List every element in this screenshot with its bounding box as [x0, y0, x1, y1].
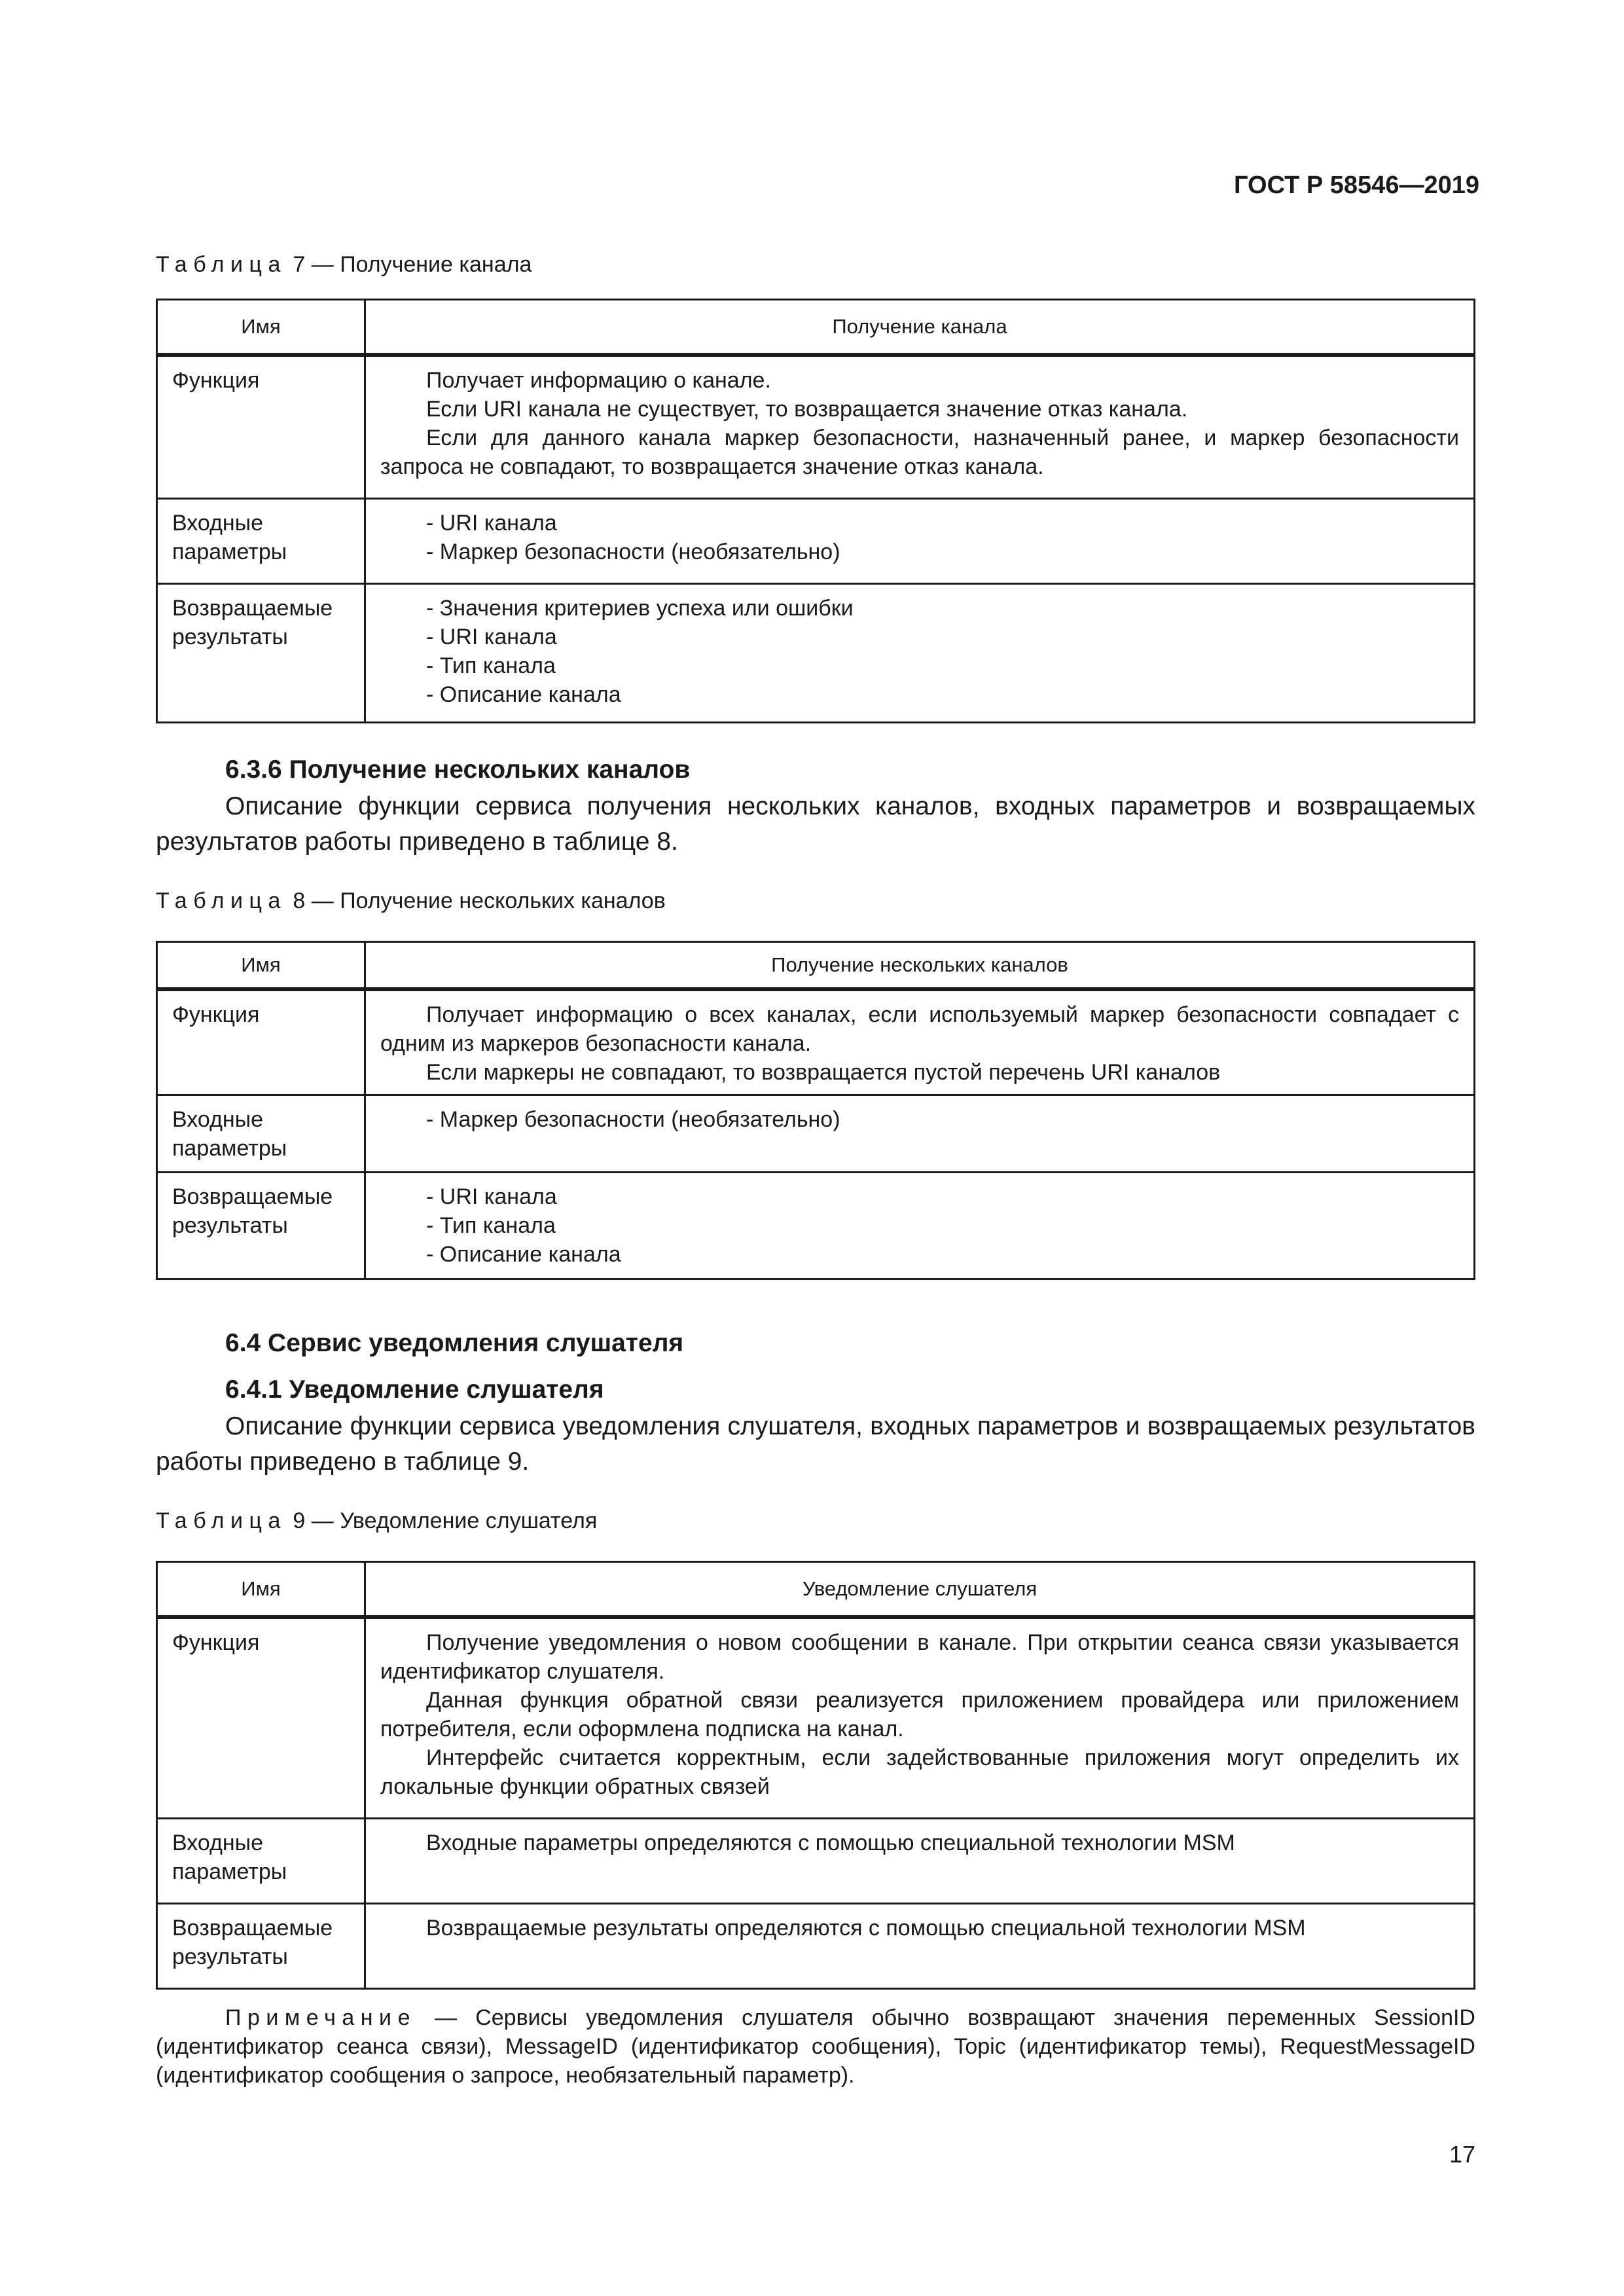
row-label-line: результаты: [172, 1213, 288, 1238]
page-number: 17: [1449, 2141, 1475, 2168]
cell-line: - Маркер безопасности (необязательно): [426, 539, 840, 564]
column-header-name: Имя: [158, 301, 366, 353]
cell-line: Получение уведомления о новом сообщении в канале. При открытии сеанса связи указывается идентификатор слушателя.: [380, 1630, 1459, 1684]
section-title-6-4: 6.4 Сервис уведомления слушателя: [225, 1329, 684, 1357]
row-label: [158, 1904, 366, 1988]
section-title-6-3-6: 6.3.6 Получение нескольких каналов: [225, 756, 691, 784]
cell-line: Получает информацию о всех каналах, если используемый маркер безопасности совпадает с одним из маркеров безопасности канала.: [380, 1002, 1459, 1056]
table-7-caption: [156, 252, 532, 278]
cell-line: - Описание канала: [426, 1242, 621, 1267]
table-row: [158, 583, 1473, 721]
row-label-line: параметры: [172, 1136, 287, 1161]
row-label: [158, 357, 366, 498]
table-caption-text: 9 — Уведомление слушателя: [286, 1508, 598, 1533]
cell-line: - Значения критериев успеха или ошибки: [426, 596, 854, 621]
row-content: [366, 1173, 1473, 1278]
column-header-value: Получение нескольких каналов: [771, 953, 1068, 976]
table-header-row: [158, 301, 1473, 355]
table-row: [158, 1903, 1473, 1988]
table-caption-text: 8 — Получение нескольких каналов: [286, 888, 666, 913]
row-label-line: Возвращаемые: [172, 1184, 333, 1209]
note-label: Примечание: [225, 2005, 416, 2030]
table-caption-word: Таблица: [156, 252, 287, 277]
row-label-line: Входные: [172, 1831, 264, 1855]
row-label-line: Входные: [172, 511, 264, 536]
table-caption-word: Таблица: [156, 1508, 287, 1533]
table-7: [156, 299, 1475, 723]
table-row: [158, 1094, 1473, 1171]
cell-line: Входные параметры определяются с помощью специальной технологии MSM: [426, 1831, 1235, 1855]
cell-line: Данная функция обратной связи реализуется приложением провайдера или приложением потребителя, если оформлена подписка на канал.: [380, 1688, 1459, 1741]
row-label: [158, 585, 366, 721]
table-9: [156, 1561, 1475, 1990]
table-8: [156, 941, 1475, 1280]
row-label-line: результаты: [172, 1944, 288, 1969]
row-label: [158, 500, 366, 583]
cell-line: Если URI канала не существует, то возвращается значение отказ канала.: [426, 397, 1188, 422]
table-row: [158, 355, 1473, 498]
row-label-line: Входные: [172, 1107, 264, 1132]
row-label: [158, 1173, 366, 1278]
table-row: [158, 1171, 1473, 1278]
cell-line: - Описание канала: [426, 682, 621, 707]
row-label-line: Возвращаемые: [172, 1916, 333, 1941]
table-9-caption: [156, 1508, 597, 1534]
row-label-line: Возвращаемые: [172, 596, 333, 621]
table-row: [158, 1617, 1473, 1817]
column-header-name: Имя: [158, 1563, 366, 1615]
cell-line: - URI канала: [426, 1184, 557, 1209]
row-content: [366, 991, 1473, 1094]
cell-line: Возвращаемые результаты определяются с помощью специальной технологии MSM: [426, 1916, 1306, 1941]
row-content: [366, 357, 1473, 498]
row-label-line: параметры: [172, 539, 287, 564]
table-row: [158, 989, 1473, 1094]
table-note: [156, 2003, 1475, 2090]
column-header-value: Получение канала: [832, 315, 1007, 338]
cell-line: Интерфейс считается корректным, если задействованные приложения могут определить их локальные функции обратных связей: [380, 1745, 1459, 1799]
cell-line: Если для данного канала маркер безопасности, назначенный ранее, и маркер безопасности запроса не совпадают, то возвращается значение отказ канала.: [380, 426, 1459, 479]
table-caption-text: 7 — Получение канала: [286, 252, 532, 277]
table-header-row: [158, 1563, 1473, 1617]
cell-line: - Тип канала: [426, 1213, 556, 1238]
row-label: [158, 1619, 366, 1817]
row-label: [158, 991, 366, 1094]
row-content: [366, 1096, 1473, 1171]
section-paragraph: Описание функции сервиса уведомления слушателя, входных параметров и возвращаемых результатов работы приведено в таблице 9.: [156, 1412, 1475, 1476]
row-label-line: параметры: [172, 1859, 287, 1884]
cell-line: - URI канала: [426, 625, 557, 649]
section-paragraph: Описание функции сервиса получения нескольких каналов, входных параметров и возвращаемых результатов работы приведено в таблице 8.: [156, 792, 1475, 856]
standard-id: ГОСТ Р 58546—2019: [1234, 172, 1479, 199]
table-caption-word: Таблица: [156, 888, 287, 913]
note-text: — Сервисы уведомления слушателя обычно возвращают значения переменных SessionID (идентификатор сеанса связи), MessageID (идентификатор сообщения), Topic (идентификатор темы), RequestMessageID (идентификатор сообщения о запросе, необязательный параметр).: [156, 2005, 1475, 2088]
column-header-name: Имя: [158, 943, 366, 987]
table-row: [158, 1817, 1473, 1903]
row-content: [366, 585, 1473, 721]
row-content: [366, 1904, 1473, 1988]
row-content: [366, 500, 1473, 583]
row-label-line: Функция: [172, 1630, 260, 1655]
row-label-line: результаты: [172, 625, 288, 649]
row-label-line: Функция: [172, 368, 260, 393]
row-label-line: Функция: [172, 1002, 260, 1027]
table-row: [158, 498, 1473, 583]
table-8-caption: [156, 888, 666, 914]
cell-line: Получает информацию о канале.: [426, 368, 771, 393]
cell-line: - Маркер безопасности (необязательно): [426, 1107, 840, 1132]
cell-line: Если маркеры не совпадают, то возвращается пустой перечень URI каналов: [426, 1060, 1221, 1085]
cell-line: - URI канала: [426, 511, 557, 536]
section-title-6-4-1: 6.4.1 Уведомление слушателя: [225, 1376, 604, 1404]
table-header-row: [158, 943, 1473, 989]
cell-line: - Тип канала: [426, 653, 556, 678]
row-content: [366, 1819, 1473, 1903]
row-label: [158, 1819, 366, 1903]
column-header-value: Уведомление слушателя: [802, 1577, 1038, 1600]
row-label: [158, 1096, 366, 1171]
row-content: [366, 1619, 1473, 1817]
